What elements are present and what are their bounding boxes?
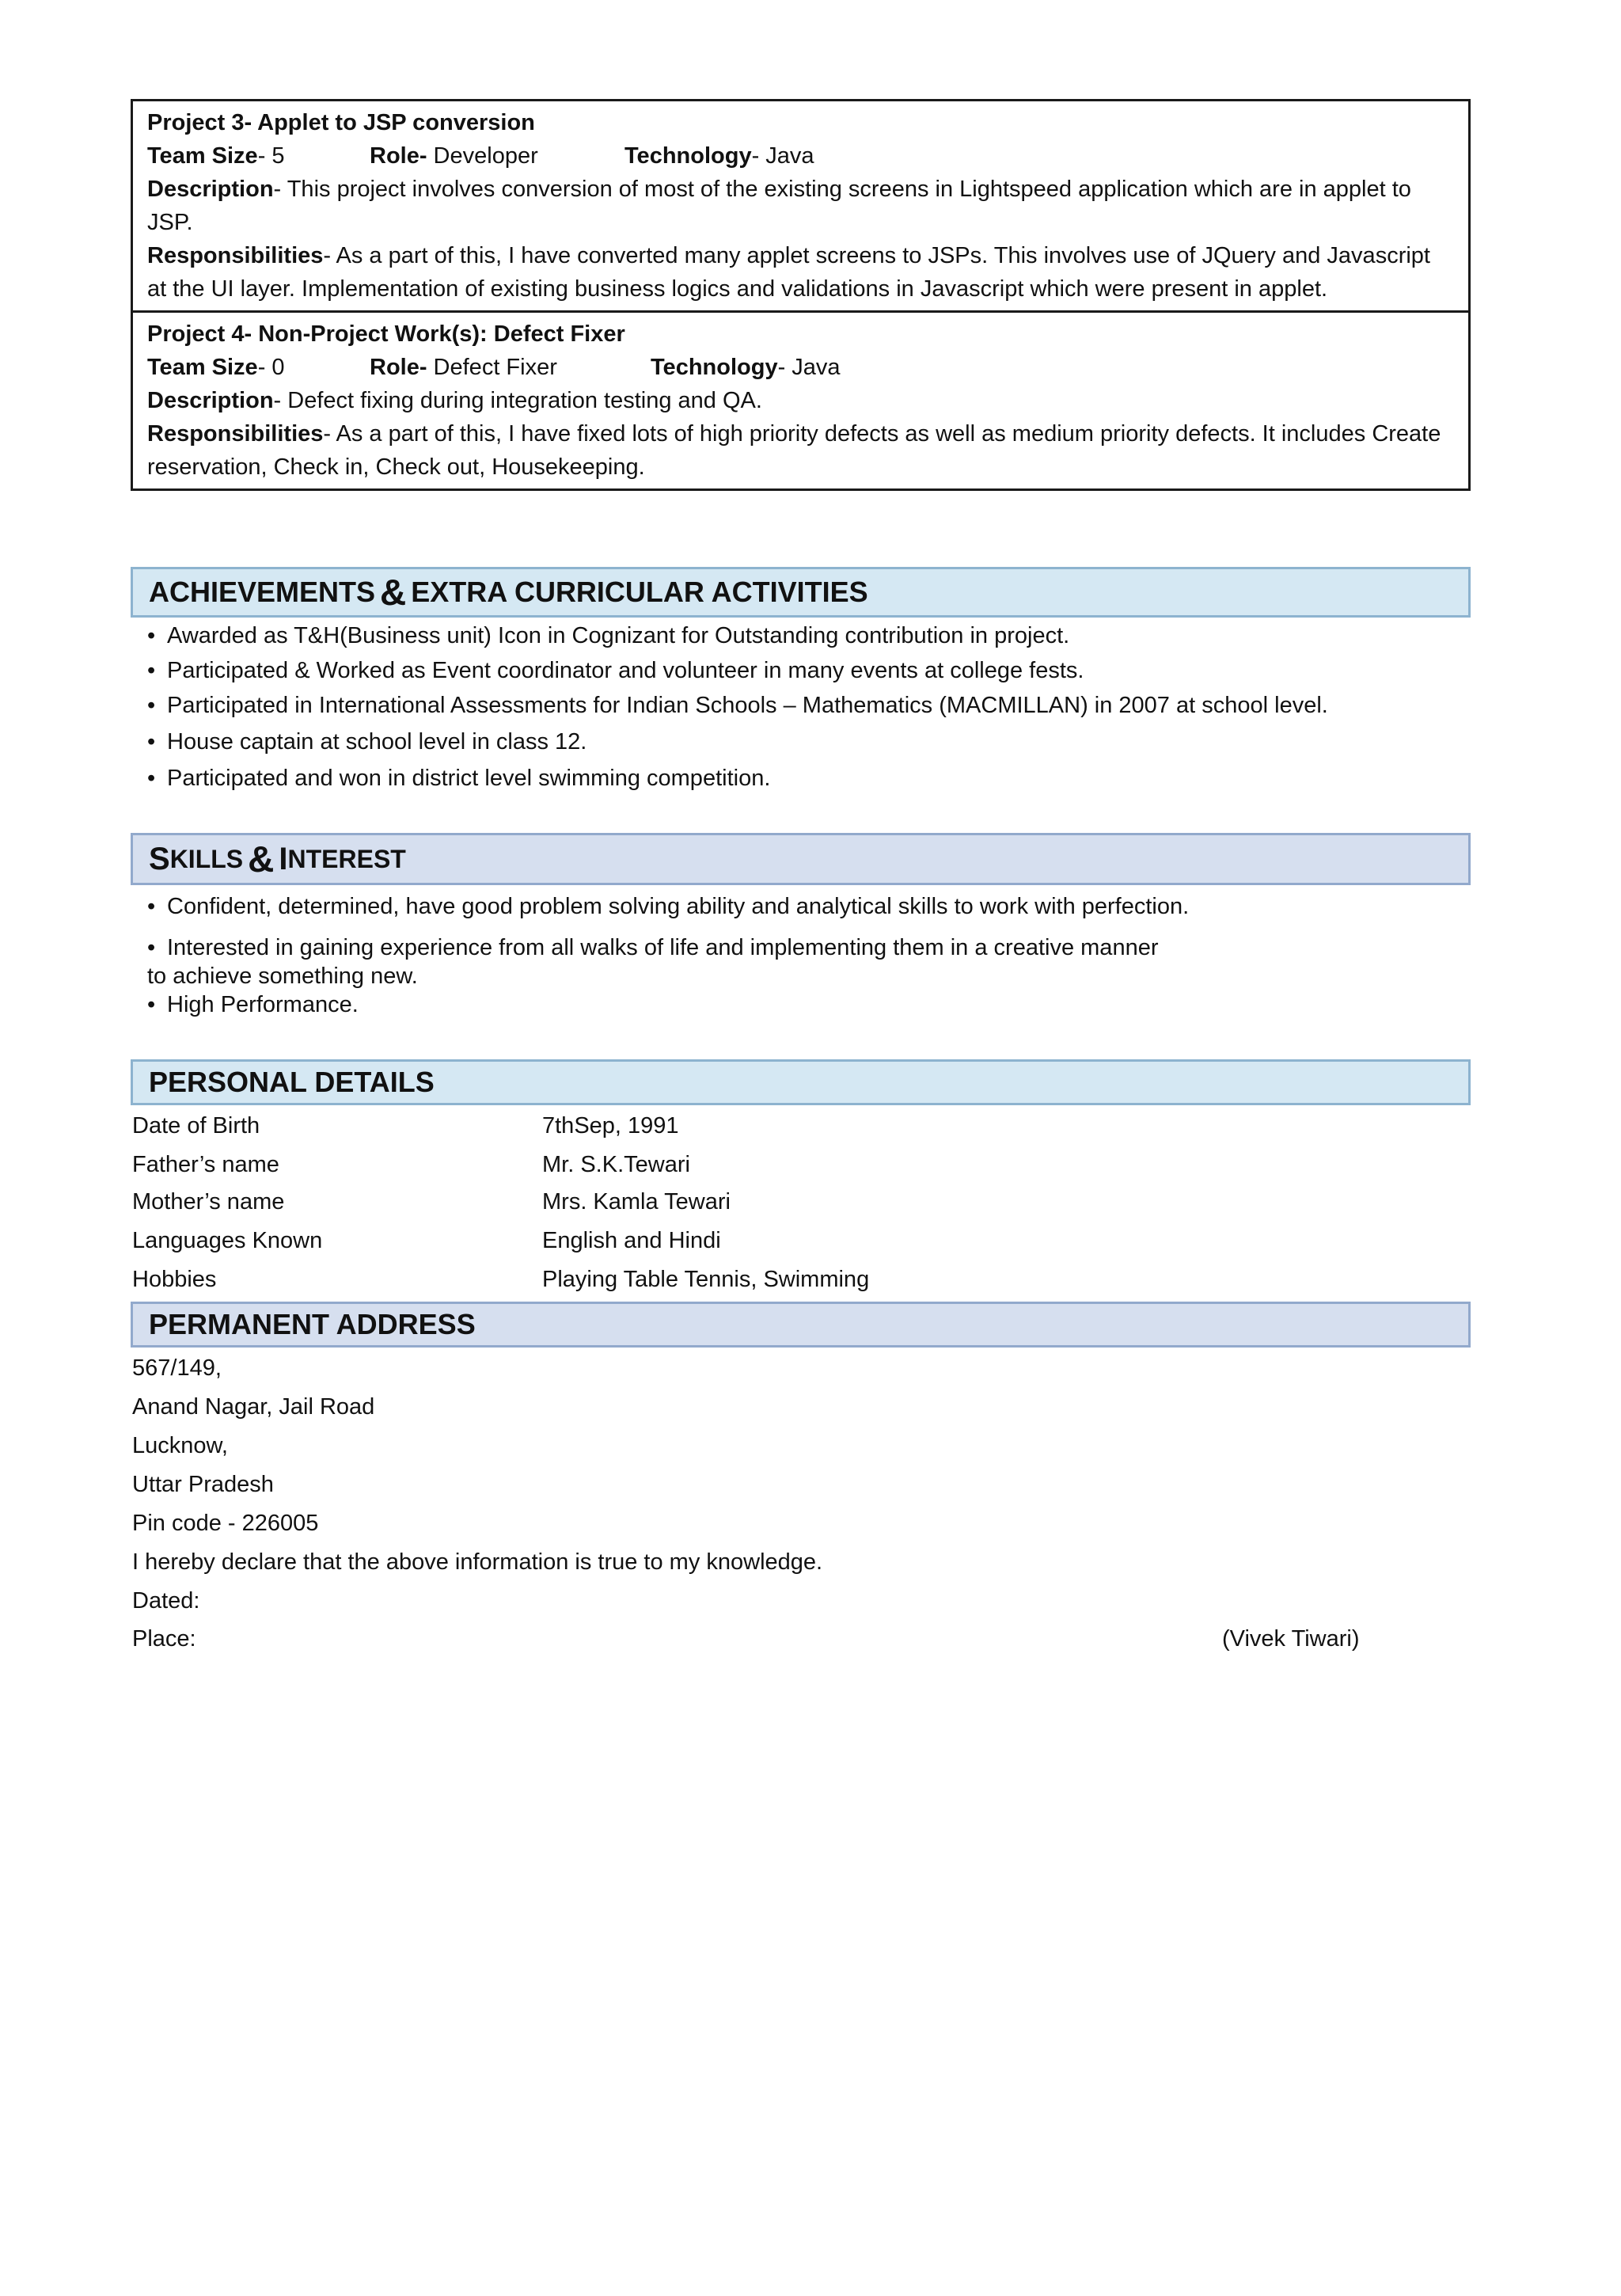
role [370, 139, 624, 173]
technology-label: Technology [651, 355, 778, 380]
detail-label: Languages Known [132, 1228, 323, 1253]
achievements-heading-part1: ACHIEVEMENTS [149, 576, 376, 608]
team-size-value: - 5 [257, 143, 285, 169]
project-4 [133, 310, 1468, 488]
list-item-text: High Performance. [167, 992, 359, 1017]
skills-heading-nterest: NTEREST [287, 844, 406, 873]
list-item [147, 763, 770, 793]
detail-value: Mr. S.K.Tewari [542, 1152, 690, 1177]
address-line: Uttar Pradesh [132, 1472, 274, 1497]
list-item-text: House captain at school level in class 12. [167, 729, 587, 755]
skills-heading-s: S [149, 841, 170, 876]
list-item [147, 891, 1189, 922]
list-item [147, 933, 1158, 963]
achievements-heading-amp: & [380, 572, 407, 613]
list-item [147, 727, 587, 757]
address-line: 567/149, [132, 1355, 222, 1381]
project-title-bold: Project 4 [147, 321, 245, 347]
list-item-text: Confident, determined, have good problem solving ability and analytical skills to work with perfection. [167, 894, 1190, 919]
bullet-icon: • [147, 658, 156, 683]
description-label: Description [147, 388, 274, 413]
address-line: Lucknow, [132, 1433, 228, 1458]
project-title-rest: - Non-Project Work(s): Defect Fixer [244, 321, 625, 347]
detail-label: Date of Birth [132, 1113, 260, 1138]
team-size [147, 351, 370, 384]
project-meta [147, 351, 1454, 384]
project-title [147, 317, 1454, 351]
address-line: Pin code - 226005 [132, 1511, 319, 1536]
team-size-value: - 0 [257, 355, 285, 380]
list-item-continuation [147, 961, 418, 991]
bullet-icon: • [147, 992, 156, 1017]
team-size-label: Team Size [147, 355, 258, 380]
list-item [147, 656, 1084, 686]
responsibilities-label: Responsibilities [147, 243, 324, 268]
skills-heading-i: I [279, 841, 288, 876]
list-item [147, 690, 1328, 720]
role-value: Developer [427, 143, 538, 169]
description-value: - This project involves conversion of most of the existing screens in Lightspeed application which are in applet to JSP. [147, 177, 1411, 235]
list-item-text: Interested in gaining experience from all walks of life and implementing them in a creative manner [167, 935, 1159, 960]
declaration: I hereby declare that the above information is true to my knowledge. [132, 1549, 823, 1575]
responsibilities-label: Responsibilities [147, 421, 324, 447]
bullet-icon: • [147, 894, 156, 919]
project-title-rest: - Applet to JSP conversion [244, 110, 535, 135]
permanent-address-heading-text: PERMANENT ADDRESS [149, 1308, 476, 1340]
personal-details-heading-text: PERSONAL DETAILS [149, 1066, 435, 1098]
skills-heading-kills: KILLS [169, 844, 244, 873]
detail-value: Mrs. Kamla Tewari [542, 1189, 731, 1215]
place-label: Place: [132, 1626, 196, 1652]
project-responsibilities [147, 239, 1454, 306]
skills-heading [131, 833, 1471, 885]
list-item-text: Participated and won in district level swimming competition. [167, 766, 771, 791]
list-item-text: Participated & Worked as Event coordinator and volunteer in many events at college fests. [167, 658, 1084, 683]
permanent-address-heading [131, 1302, 1471, 1348]
projects-box [131, 99, 1471, 491]
address-line: Anand Nagar, Jail Road [132, 1394, 375, 1420]
list-item-text: Participated in International Assessments for Indian Schools – Mathematics (MACMILLAN) in 2007 at school level. [167, 693, 1328, 718]
technology-value: - Java [777, 355, 841, 380]
achievements-heading-part2: EXTRA CURRICULAR ACTIVITIES [411, 576, 868, 608]
project-title-bold: Project 3 [147, 110, 245, 135]
technology-label: Technology [624, 143, 752, 169]
list-item [147, 990, 359, 1020]
list-item [147, 621, 1069, 651]
bullet-icon: • [147, 729, 156, 755]
detail-label: Mother’s name [132, 1189, 285, 1215]
project-title [147, 106, 1454, 139]
project-responsibilities [147, 417, 1454, 484]
responsibilities-value: - As a part of this, I have converted many applet screens to JSPs. This involves use of JQuery and Javascript at the UI layer. Implementation of existing business logics and validations in Javascript which were present in applet. [147, 243, 1430, 302]
role-label: Role- [370, 355, 427, 380]
detail-label: Father’s name [132, 1152, 279, 1177]
dated-label: Dated: [132, 1588, 200, 1614]
technology [624, 139, 814, 173]
role-value: Defect Fixer [427, 355, 557, 380]
signature-name: (Vivek Tiwari) [1222, 1626, 1360, 1652]
responsibilities-value: - As a part of this, I have fixed lots of high priority defects as well as medium priority defects. It includes Create reservation, Check in, Check out, Housekeeping. [147, 421, 1441, 480]
team-size-label: Team Size [147, 143, 258, 169]
list-item-text: to achieve something new. [147, 964, 418, 989]
detail-value: English and Hindi [542, 1228, 721, 1253]
personal-details-heading [131, 1059, 1471, 1105]
role [370, 351, 651, 384]
detail-value: Playing Table Tennis, Swimming [542, 1267, 870, 1292]
role-label: Role- [370, 143, 427, 169]
detail-label: Hobbies [132, 1267, 217, 1292]
project-description [147, 173, 1454, 239]
bullet-icon: • [147, 766, 156, 791]
bullet-icon: • [147, 623, 156, 648]
project-3 [133, 101, 1468, 310]
description-value: - Defect fixing during integration testing and QA. [273, 388, 762, 413]
achievements-heading [131, 567, 1471, 618]
bullet-icon: • [147, 693, 156, 718]
technology-value: - Java [751, 143, 814, 169]
technology [651, 351, 841, 384]
project-description [147, 384, 1454, 417]
bullet-icon: • [147, 935, 156, 960]
project-meta [147, 139, 1454, 173]
team-size [147, 139, 370, 173]
description-label: Description [147, 177, 274, 202]
skills-heading-amp: & [248, 838, 275, 880]
detail-value: 7thSep, 1991 [542, 1113, 679, 1138]
list-item-text: Awarded as T&H(Business unit) Icon in Cognizant for Outstanding contribution in project. [167, 623, 1070, 648]
